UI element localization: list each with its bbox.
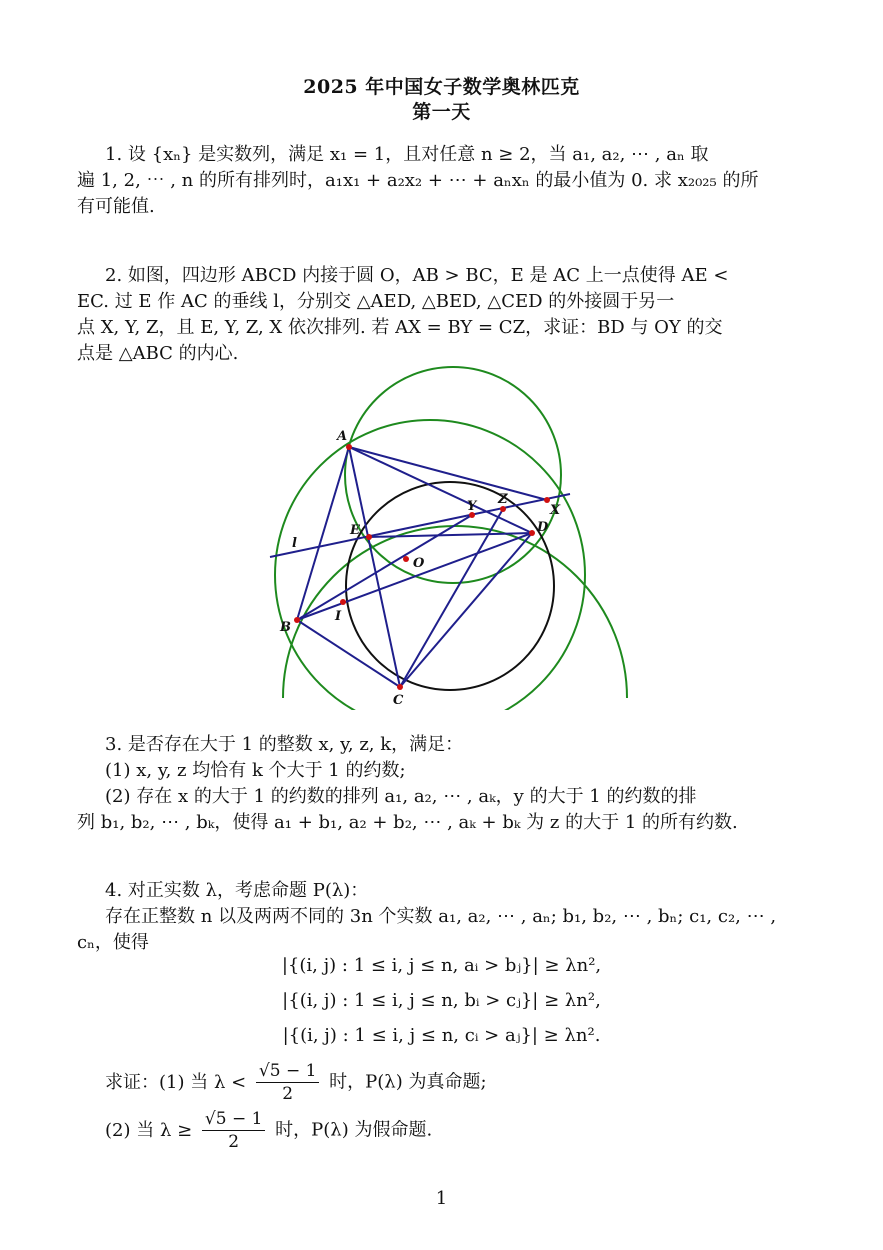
- label-b: B: [280, 620, 291, 635]
- problem-4-eq-3: |{(i, j) : 1 ≤ i, j ≤ n, cᵢ > aⱼ}| ≥ λn².: [282, 1025, 601, 1046]
- problem-3-line-4: 列 b₁, b₂, ⋯ , bₖ，使得 a₁ + b₁, a₂ + b₂, ⋯ , aₖ + bₖ 为 z 的大于 1 的所有约数.: [77, 812, 738, 833]
- line-l: [270, 494, 570, 557]
- point-d: [529, 530, 535, 536]
- label-y: Y: [467, 499, 477, 514]
- problem-2: [77, 263, 800, 367]
- segment-ac: [349, 447, 400, 687]
- problem-2-line-3: 点 X, Y, Z，且 E, Y, Z, X 依次排列. 若 AX = BY = CZ，求证：BD 与 OY 的交: [77, 317, 723, 338]
- problem-3: [77, 732, 800, 836]
- fraction-denominator: 2: [282, 1084, 294, 1104]
- problem-4-line-3: cₙ，使得: [77, 932, 149, 953]
- geometry-figure: [250, 360, 640, 710]
- segment-ad: [349, 447, 532, 533]
- problem-3-line-1: 3. 是否存在大于 1 的整数 x, y, z, k，满足：: [105, 734, 464, 755]
- problem-3-line-2: (1) x, y, z 均恰有 k 个大于 1 的约数;: [105, 760, 406, 781]
- label-o: O: [413, 556, 425, 571]
- problem-4-line-2: 存在正整数 n 以及两两不同的 3n 个实数 a₁, a₂, ⋯ , aₙ; b₁, b₂, ⋯ , bₙ; c₁, c₂, ⋯ ,: [105, 906, 777, 927]
- label-e: E: [350, 523, 360, 538]
- problem-4-claim-1: [77, 1060, 800, 1105]
- label-c: C: [393, 693, 404, 708]
- point-c: [397, 684, 403, 690]
- claim-1-suffix: 时，P(λ) 为真命题;: [329, 1071, 487, 1093]
- segment-ax: [349, 447, 547, 500]
- label-x: X: [550, 503, 561, 518]
- problem-1-line-3: 有可能值.: [77, 196, 155, 217]
- problem-4-eq-1: |{(i, j) : 1 ≤ i, j ≤ n, aᵢ > bⱼ}| ≥ λn²,: [281, 955, 602, 976]
- label-z: Z: [498, 492, 508, 507]
- problem-3-line-3: (2) 存在 x 的大于 1 的约数的排列 a₁, a₂, ⋯ , aₖ，y 的大于 1 的约数的排: [105, 786, 697, 807]
- problem-2-line-2: EC. 过 E 作 AC 的垂线 l，分别交 △AED, △BED, △CED 的外接圆于另一: [77, 291, 675, 312]
- problem-4-eq-2: |{(i, j) : 1 ≤ i, j ≤ n, bᵢ > cⱼ}| ≥ λn²,: [282, 990, 601, 1011]
- claim-2-prefix: (2) 当 λ ≥: [105, 1119, 193, 1141]
- problem-1-line-1: 1. 设 {xₙ} 是实数列，满足 x₁ = 1，且对任意 n ≥ 2，当 a₁, a₂, ⋯ , aₙ 取: [105, 144, 709, 165]
- problem-2-line-1: 2. 如图，四边形 ABCD 内接于圆 O，AB > BC，E 是 AC 上一点使得 AE <: [105, 265, 729, 286]
- claim-1-prefix: 求证：(1) 当 λ <: [105, 1071, 247, 1093]
- circle-o: [346, 482, 554, 690]
- claim-2-suffix: 时，P(λ) 为假命题.: [275, 1119, 433, 1141]
- point-i: [340, 599, 346, 605]
- problem-4-claim-2: [77, 1108, 800, 1153]
- point-b: [294, 617, 300, 623]
- fraction-numerator: √5 − 1: [256, 1060, 320, 1083]
- page-number: 1: [435, 1188, 448, 1209]
- circle-bed: [275, 420, 585, 710]
- point-a: [346, 444, 352, 450]
- label-i: I: [335, 609, 342, 624]
- problem-4-line-1: 4. 对正实数 λ，考虑命题 P(λ)：: [105, 880, 369, 901]
- fraction-golden-2: [202, 1108, 266, 1153]
- label-a: A: [337, 429, 348, 444]
- fraction-denominator: 2: [228, 1132, 240, 1152]
- label-d: D: [537, 520, 549, 535]
- problem-1-line-2: 遍 1, 2, ⋯ , n 的所有排列时，a₁x₁ + a₂x₂ + ⋯ + aₙxₙ 的最小值为 0. 求 x₂₀₂₅ 的所: [77, 170, 759, 191]
- point-e: [366, 534, 372, 540]
- label-l: l: [292, 536, 297, 551]
- problem-1: [77, 142, 800, 220]
- problem-2-line-4: 点是 △ABC 的内心.: [77, 343, 239, 364]
- paper-subtitle: 第一天: [412, 101, 471, 123]
- point-o: [403, 556, 409, 562]
- paper-title: 2025 年中国女子数学奥林匹克: [303, 76, 580, 98]
- problem-4: [77, 878, 800, 956]
- fraction-golden-1: [256, 1060, 320, 1105]
- fraction-numerator: √5 − 1: [202, 1108, 266, 1131]
